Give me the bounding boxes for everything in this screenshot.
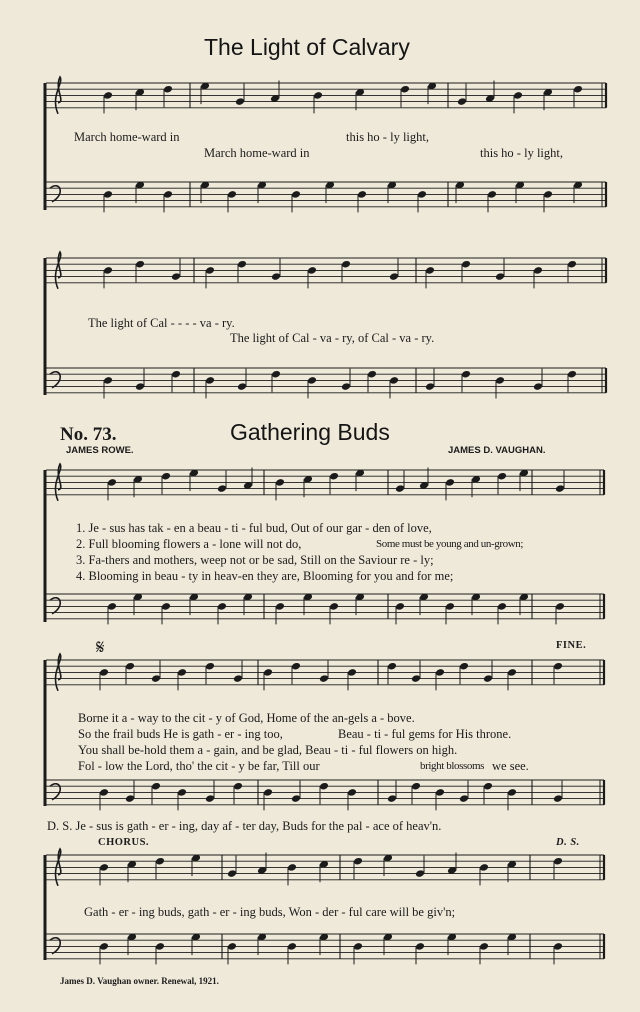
verse-line: Some must be young and un-grown;	[376, 538, 523, 550]
verse-line: Fol - low the Lord, tho' the cit - y be far, Till our	[78, 759, 320, 773]
verse-line: 2. Full blooming flowers a - lone will not do,	[76, 537, 302, 551]
chorus-text: Gath - er - ing buds, gath - er - ing buds, Won - der - ful care will be giv'n;	[84, 905, 456, 919]
verse-line: 4. Blooming in beau - ty in heav-en they are, Blooming for you and for me;	[76, 569, 454, 583]
verse-line: Borne it a - way to the cit - y of God, Home of the an-gels a - bove.	[78, 711, 415, 725]
lyric-line: March home-ward in	[204, 146, 310, 160]
verse-line: You shall be-hold them a - gain, and be glad, Beau - ti - ful flowers on high.	[78, 743, 458, 757]
chorus-label: CHORUS.	[98, 837, 150, 848]
verse-line: 3. Fa-thers and mothers, weep not or be sad, Still on the Saviour re - ly;	[76, 553, 434, 567]
verse-line: 1. Je - sus has tak - en a beau - ti - ful bud, Out of our gar - den of love,	[76, 521, 432, 535]
verse-line: Beau - ti - ful gems for His throne.	[338, 727, 512, 741]
lyricist: JAMES ROWE.	[66, 445, 134, 456]
lyric-line: The light of Cal - - - - va - ry.	[88, 316, 235, 330]
song-title: Gathering Buds	[230, 419, 390, 445]
lyric-line: this ho - ly light,	[480, 146, 563, 160]
song-title: The Light of Calvary	[204, 34, 410, 60]
composer: JAMES D. VAUGHAN.	[448, 445, 546, 456]
dal-segno-line: D. S. Je - sus is gath - er - ing, day af - ter day, Buds for the pal - ace of heav'n.	[47, 819, 442, 833]
verse-line: bright blossoms	[420, 760, 484, 772]
copyright-notice: James D. Vaughan owner. Renewal, 1921.	[60, 976, 219, 986]
ds-label: D. S.	[556, 837, 580, 848]
fine-mark: FINE.	[556, 640, 587, 651]
lyric-line: this ho - ly light,	[346, 130, 429, 144]
lyric-line: The light of Cal - va - ry, of Cal - va - ry.	[230, 331, 435, 345]
segno-sign: 𝄋	[96, 635, 105, 659]
hymn-number: No. 73.	[60, 424, 117, 445]
lyric-line: March home-ward in	[74, 130, 180, 144]
verse-line: we see.	[492, 759, 529, 773]
verse-line: So the frail buds He is gath - er - ing too,	[78, 727, 283, 741]
